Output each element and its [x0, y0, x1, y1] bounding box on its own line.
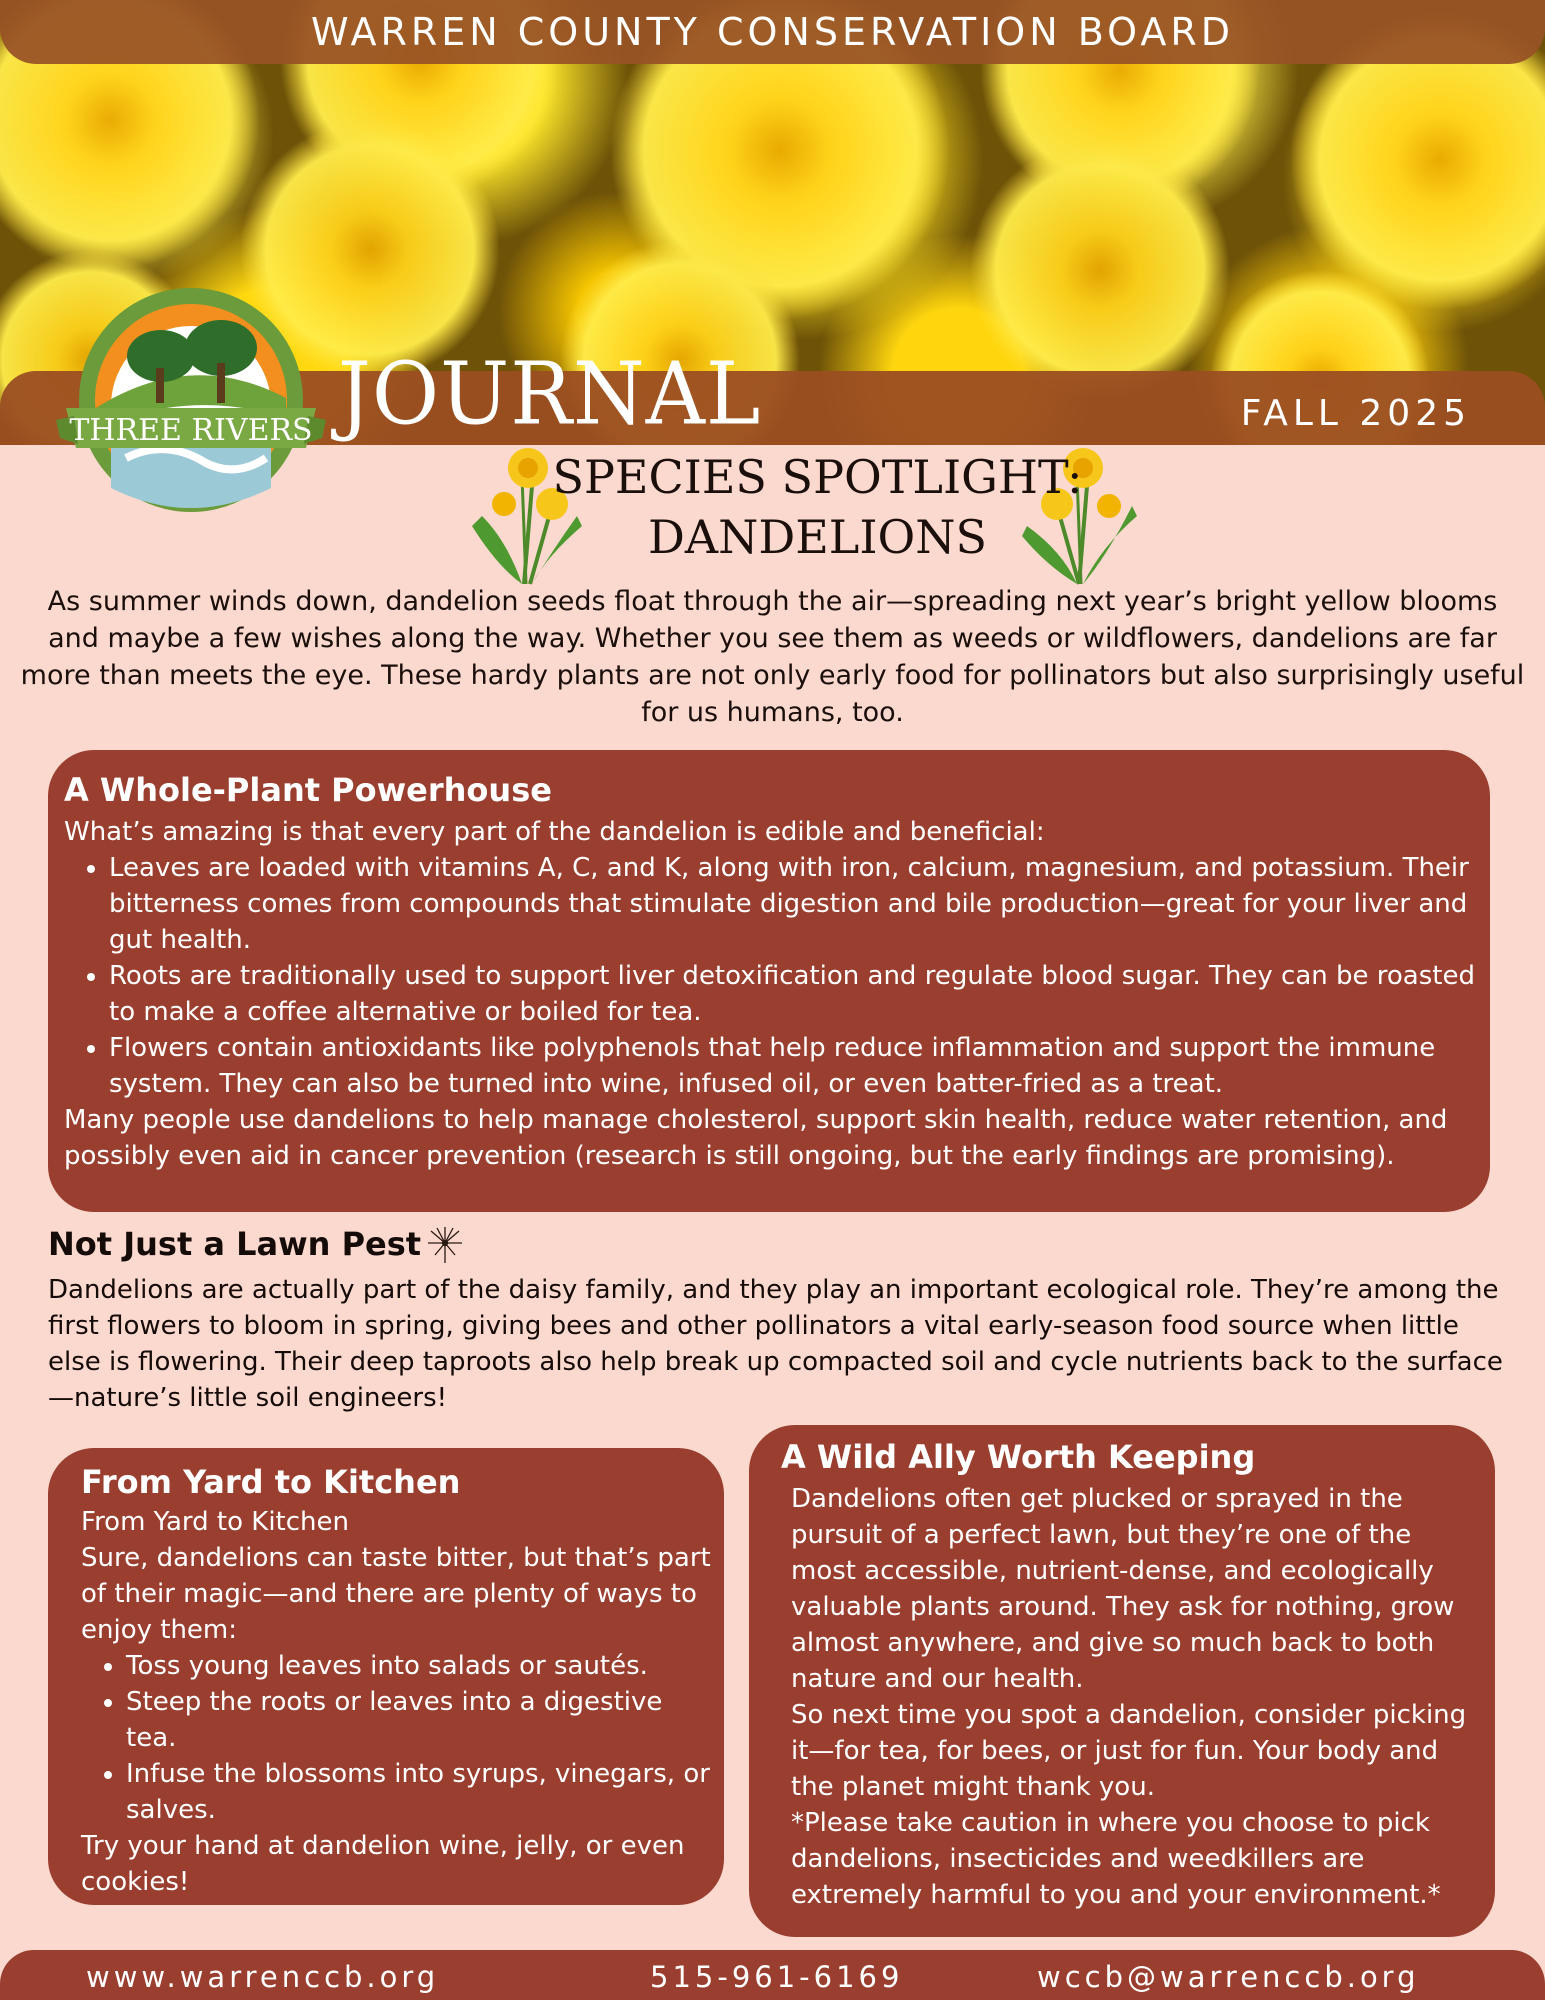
organization-banner: [0, 0, 1545, 64]
lawn-section-heading: [48, 1225, 465, 1263]
list-item: • Infuse the blossoms into syrups, vinegars, or salves.: [126, 1756, 714, 1828]
powerhouse-card: [48, 750, 1490, 1212]
organization-name: WARREN COUNTY CONSERVATION BOARD: [310, 10, 1235, 54]
three-rivers-logo: [56, 288, 326, 513]
logo-text: THREE RIVERS: [69, 413, 313, 448]
ally-title: A Wild Ally Worth Keeping: [781, 1438, 1256, 1476]
ally-paragraph-2: So next time you spot a dandelion, consider picking it—for tea, for bees, or just for fun. Your body and the planet might thank you.: [791, 1700, 1467, 1802]
ally-caution: *Please take caution in where you choose to pick dandelions, insecticides and weedkillers are extremely harmful to you and your environment.*: [791, 1808, 1441, 1910]
powerhouse-list: [64, 850, 1476, 1102]
spotlight-line-2: DANDELIONS: [647, 510, 987, 564]
kitchen-subtitle: From Yard to Kitchen: [81, 1507, 349, 1537]
ally-body: [781, 1481, 1477, 1913]
phone-number[interactable]: 515-961-6169: [650, 1960, 904, 1994]
kitchen-lead: Sure, dandelions can taste bitter, but that’s part of their magic—and there are plenty of ways to enjoy them:: [81, 1543, 711, 1645]
spotlight-line-1: SPECIES SPOTLIGHT:: [552, 450, 1083, 504]
dandelion-seedhead-icon: [425, 1225, 465, 1263]
list-item: • Flowers contain antioxidants like polyphenols that help reduce inflammation and support the immune system. They can also be turned into wine, infused oil, or even batter-fried as a treat.: [109, 1030, 1476, 1102]
powerhouse-lead: What’s amazing is that every part of the dandelion is edible and beneficial:: [64, 817, 1045, 847]
spotlight-title: [470, 447, 1165, 567]
kitchen-list: [81, 1648, 714, 1828]
kitchen-title: From Yard to Kitchen: [81, 1463, 461, 1501]
email-link[interactable]: wccb@warrenccb.org: [1037, 1960, 1420, 1994]
lawn-body: Dandelions are actually part of the daisy family, and they play an important ecological role. They’re among the first flowers to bloom in spring, giving bees and other pollinators a vital early-season food source when little else is flowering. Their deep taproots also help break up compacted soil and cycle nutrients back to the surface—nature’s little soil engineers!: [48, 1275, 1503, 1413]
kitchen-closing: Try your hand at dandelion wine, jelly, or even cookies!: [81, 1831, 685, 1897]
list-item: • Roots are traditionally used to support liver detoxification and regulate blood sugar. They can be roasted to make a coffee alternative or boiled for tea.: [109, 958, 1476, 1030]
list-item: • Steep the roots or leaves into a digestive tea.: [126, 1684, 714, 1756]
lawn-title: Not Just a Lawn Pest: [48, 1225, 422, 1263]
website-link[interactable]: www.warrenccb.org: [86, 1960, 440, 1994]
intro-paragraph: As summer winds down, dandelion seeds float through the air—spreading next year’s bright yellow blooms and maybe a few wishes along the way. Whether you see them as weeds or wildflowers, dandelions are far more than meets the eye. These hardy plants are not only early food for pollinators but also surprisingly useful for us humans, too.: [20, 586, 1525, 728]
list-item: • Toss young leaves into salads or sautés.: [126, 1648, 714, 1684]
ally-paragraph-1: Dandelions often get plucked or sprayed in the pursuit of a perfect lawn, but they’re one of the most accessible, nutrient-dense, and ecologically valuable plants around. They ask for nothing, grow almost anywhere, and give so much back to both nature and our health.: [791, 1484, 1455, 1694]
powerhouse-closing: Many people use dandelions to help manage cholesterol, support skin health, reduce water retention, and possibly even aid in cancer prevention (research is still ongoing, but the early findings are promising).: [64, 1105, 1448, 1171]
powerhouse-title: A Whole-Plant Powerhouse: [64, 771, 552, 809]
ally-card: [749, 1425, 1495, 1937]
list-item: • Leaves are loaded with vitamins A, C, and K, along with iron, calcium, magnesium, and potassium. Their bitterness comes from compounds that stimulate digestion and bile production—great for your liver and gut health.: [109, 850, 1476, 958]
issue-label: FALL 2025: [1240, 393, 1471, 434]
footer: [0, 1950, 1545, 2000]
journal-title: JOURNAL: [338, 344, 762, 445]
kitchen-card: [48, 1448, 724, 1905]
